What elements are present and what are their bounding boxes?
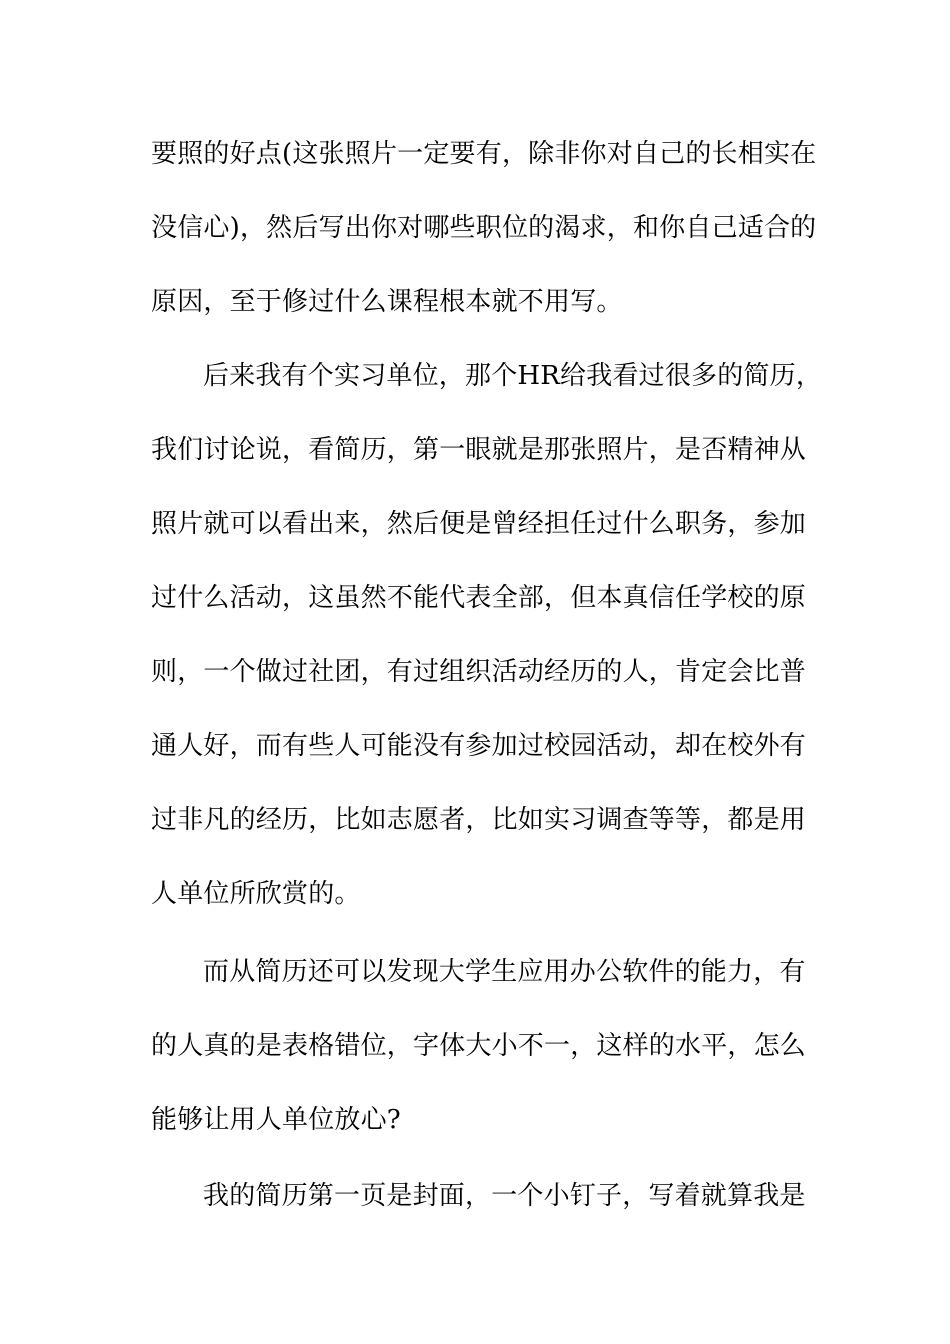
text-line: 没信心)，然后写出你对哪些职位的渴求，和你自己适合的 [151,213,817,243]
text-line: 能够让用人单位放心? [151,1105,401,1135]
text-line: 通人好，而有些人可能没有参加过校园活动，却在校外有 [151,731,807,761]
text-line: 的人真的是表格错位，字体大小不一，这样的水平，怎么 [151,1031,807,1061]
text-line: 过非凡的经历，比如志愿者，比如实习调查等等，都是用 [151,805,807,835]
text-line: 人单位所欣赏的。 [151,879,361,909]
paragraph-start-line: 而从简历还可以发现大学生应用办公软件的能力，有 [203,957,806,987]
paragraph-start-line: 后来我有个实习单位，那个HR给我看过很多的简历， [203,361,823,391]
text-line: 我们讨论说，看简历，第一眼就是那张照片，是否精神从 [151,435,807,465]
text-line: 过什么活动，这虽然不能代表全部，但本真信任学校的原 [151,583,807,613]
text-line: 照片就可以看出来，然后便是曾经担任过什么职务，参加 [151,509,807,539]
text-line: 原因，至于修过什么课程根本就不用写。 [151,287,623,317]
text-line: 则，一个做过社团，有过组织活动经历的人，肯定会比普 [151,657,807,687]
paragraph-start-line: 我的简历第一页是封面，一个小钉子，写着就算我是 [203,1181,806,1211]
text-line: 要照的好点(这张照片一定要有，除非你对自己的长相实在 [151,139,817,169]
